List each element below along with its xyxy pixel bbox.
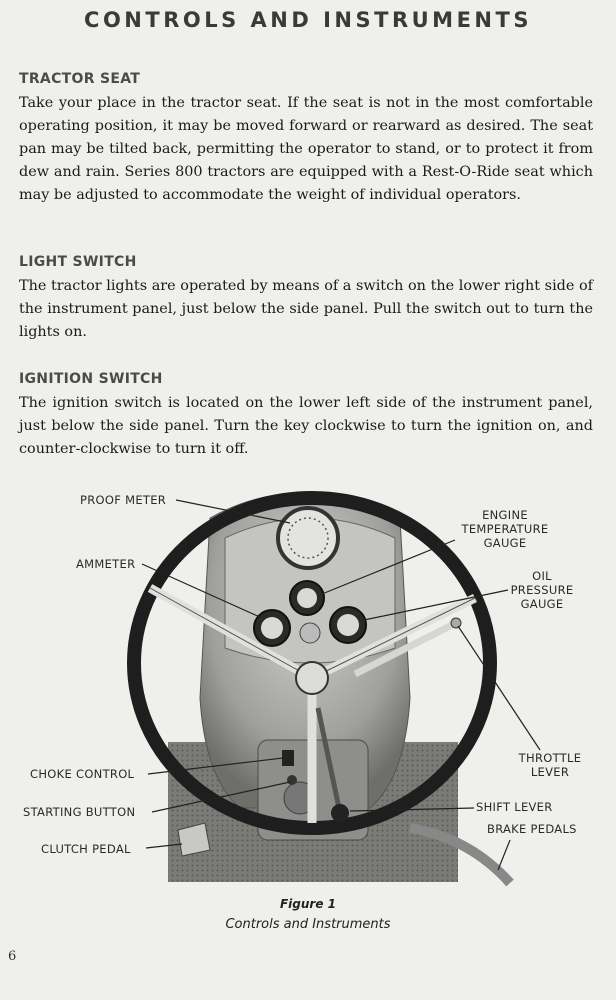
section-tractor-seat — [19, 71, 593, 207]
section-light-switch — [19, 254, 593, 344]
label-throttle-lever — [510, 751, 590, 779]
label-line: LEVER — [530, 765, 570, 779]
section-body: The ignition switch is located on the lower left side of the instrument panel, just below the side panel. Turn the key clockwise to turn the ignition on, and counter-clockwise to turn it off. — [19, 395, 593, 457]
label-brake-pedals: BRAKE PEDALS — [487, 822, 577, 836]
label-clutch-pedal: CLUTCH PEDAL — [41, 842, 131, 856]
ignition-switch — [300, 623, 320, 643]
oil-pressure-dial — [337, 614, 359, 636]
label-line: PRESSURE — [510, 583, 574, 597]
label-line: TEMPERATURE — [461, 522, 549, 536]
label-starting-button: STARTING BUTTON — [23, 805, 136, 819]
section-body: The tractor lights are operated by means of a switch on the lower right side of the instrument panel, just below the side panel. Pull the switch out to turn the lights on. — [19, 278, 593, 340]
label-proof-meter: PROOF METER — [80, 493, 167, 507]
label-line: THROTTLE — [518, 751, 582, 765]
ammeter-dial — [261, 617, 283, 639]
label-shift-lever: SHIFT LEVER — [476, 800, 553, 814]
proof-meter — [278, 508, 338, 568]
choke-control — [282, 750, 294, 766]
label-line: ENGINE — [482, 508, 528, 522]
figure-caption-number: Figure 1 — [279, 897, 337, 911]
label-line: GAUGE — [483, 536, 527, 550]
label-oil-pressure-gauge — [502, 569, 582, 611]
section-heading: TRACTOR SEAT — [19, 71, 141, 87]
throttle-knob — [451, 618, 461, 628]
shift-lever-knob — [331, 804, 349, 822]
section-heading: IGNITION SWITCH — [19, 371, 163, 387]
section-ignition-switch — [19, 371, 593, 461]
engine-temperature-dial — [297, 588, 317, 608]
section-heading: LIGHT SWITCH — [19, 254, 137, 270]
figure-caption-title: Controls and Instruments — [225, 917, 391, 932]
label-line: OIL — [532, 569, 552, 583]
section-body: Take your place in the tractor seat. If the seat is not in the most comfortable operating position, it may be moved forward or rearward as desired. The seat pan may be tilted back, permitting the operator to stand, or to protect it from dew and rain. Series 800 tractors are equipped with a Rest-O-Ride seat which may be adjusted to accommodate the weight of individual operators. — [19, 95, 593, 203]
page-title: CONTROLS AND INSTRUMENTS — [84, 8, 532, 32]
label-line: GAUGE — [520, 597, 564, 611]
label-engine-temperature-gauge — [450, 508, 560, 550]
label-choke-control: CHOKE CONTROL — [30, 767, 135, 781]
starting-button — [287, 775, 297, 785]
figure-controls-instruments — [0, 478, 616, 898]
leader-brake — [498, 840, 510, 870]
steering-wheel-hub — [296, 662, 328, 694]
label-ammeter: AMMETER — [76, 557, 136, 571]
page-number: 6 — [8, 949, 17, 964]
